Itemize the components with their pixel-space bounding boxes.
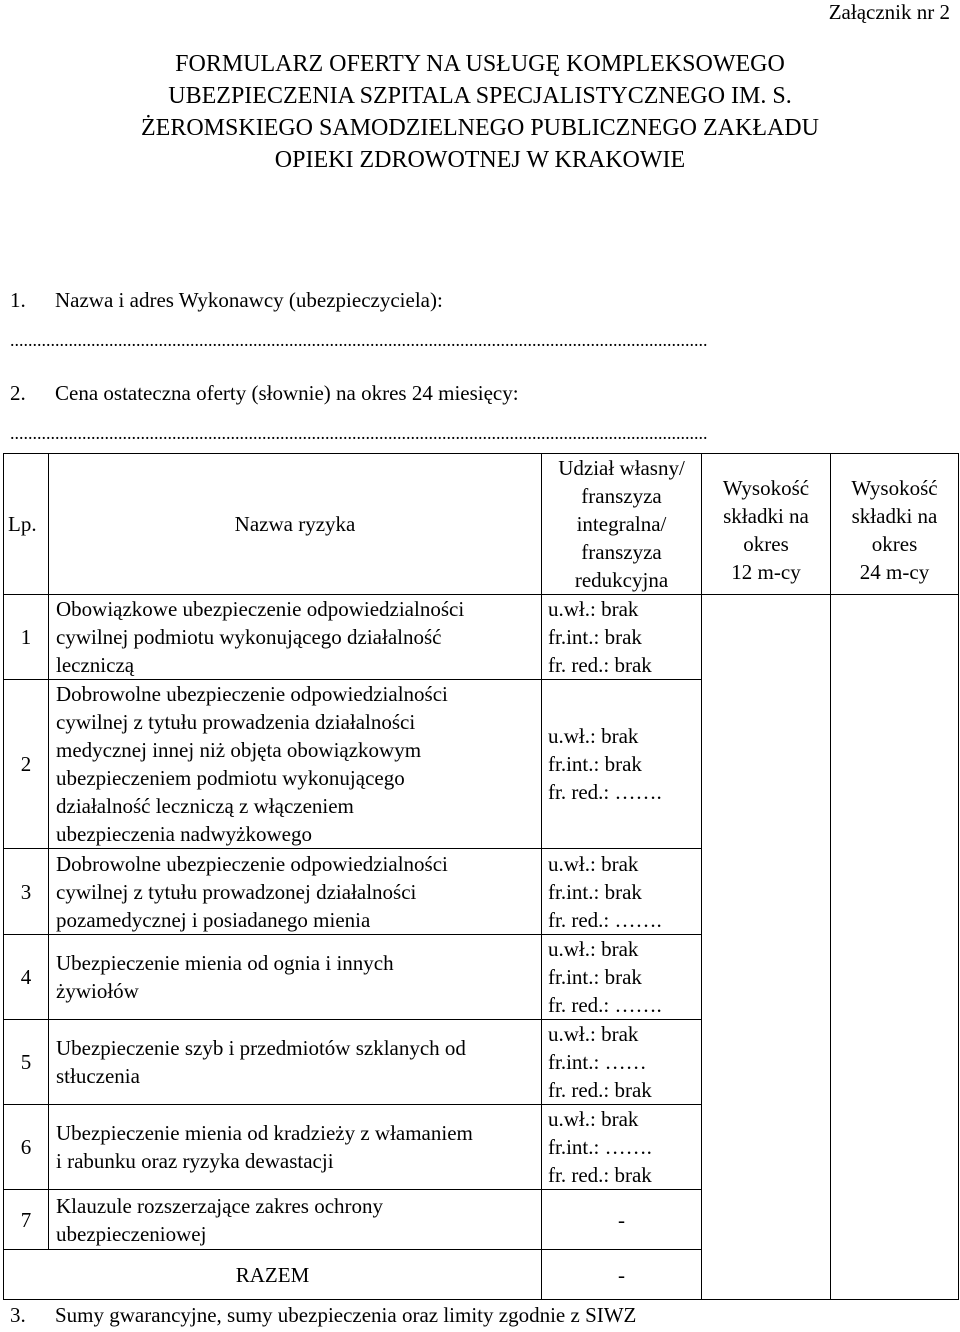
header-line: 24 m-cy <box>859 560 930 584</box>
header-line: franszyza <box>581 484 662 508</box>
header-line: franszyza <box>581 540 662 564</box>
header-line: składki na <box>851 504 938 528</box>
risk-line: żywiołów <box>56 979 139 1003</box>
risk-line: stłuczenia <box>56 1064 140 1088</box>
risk-line: Ubezpieczenie mienia od kradzieży z włamaniem <box>56 1121 473 1145</box>
table-row <box>4 595 959 680</box>
item-number: 2. <box>10 381 26 405</box>
document-title <box>0 48 960 176</box>
risk-line: cywilnej z tytułu prowadzenia działalności <box>56 710 416 734</box>
row-number: 3 <box>4 849 49 935</box>
risk-line: ubezpieczenia nadwyżkowego <box>56 822 312 846</box>
item-final-price <box>10 381 519 406</box>
title-line: ŻEROMSKIEGO SAMODZIELNEGO PUBLICZNEGO ZAKŁADU <box>141 115 819 141</box>
deductible-cell <box>542 1105 702 1190</box>
table-header-row <box>4 454 959 595</box>
deductible-line: fr. red.: brak <box>548 1078 652 1102</box>
row-number: 4 <box>4 935 49 1020</box>
header-line: składki na <box>723 504 809 528</box>
deductible-line: fr.int.: brak <box>548 965 642 989</box>
risk-line: Ubezpieczenie mienia od ognia i innych <box>56 951 394 975</box>
item-number: 1. <box>10 288 26 312</box>
deductible-cell <box>542 1020 702 1105</box>
deductible-cell: - <box>542 1190 702 1250</box>
risk-name <box>49 1190 542 1250</box>
risk-line: leczniczą <box>56 653 135 677</box>
deductible-cell <box>542 595 702 680</box>
deductible-cell <box>542 849 702 935</box>
risk-line: Obowiązkowe ubezpieczenie odpowiedzialności <box>56 597 465 621</box>
header-line: 12 m-cy <box>731 560 801 584</box>
row-number: 5 <box>4 1020 49 1105</box>
item-number: 3. <box>10 1303 26 1327</box>
footer-item <box>10 1303 636 1328</box>
item-text: Cena ostateczna oferty (słownie) na okres 24 miesięcy: <box>55 381 519 405</box>
premium-12-cell[interactable] <box>702 595 831 1300</box>
item-contractor-name <box>10 288 443 313</box>
risk-line: cywilnej z tytułu prowadzonej działalności <box>56 879 417 904</box>
risk-line: Dobrowolne ubezpieczenie odpowiedzialności <box>56 851 448 876</box>
row-number: 7 <box>4 1190 49 1250</box>
offer-table <box>3 453 959 1300</box>
deductible-line: fr. red.: ……. <box>548 780 662 804</box>
row-number: 2 <box>4 680 49 849</box>
header-lp: Lp. <box>4 454 49 595</box>
total-label: RAZEM <box>4 1250 542 1300</box>
deductible-line: u.wł.: brak <box>548 1107 639 1131</box>
header-premium-24 <box>831 454 959 595</box>
header-line: Wysokość <box>722 476 810 500</box>
deductible-line: fr. red.: brak <box>548 653 652 677</box>
total-deductible: - <box>542 1250 702 1300</box>
header-line: redukcyjna <box>574 568 669 592</box>
deductible-line: fr.int.: …… <box>548 1050 647 1074</box>
risk-line: działalność leczniczą z włączeniem <box>56 794 354 818</box>
deductible-line: u.wł.: brak <box>548 597 639 621</box>
row-number: 1 <box>4 595 49 680</box>
header-risk-name: Nazwa ryzyka <box>49 454 542 595</box>
risk-name <box>49 1020 542 1105</box>
title-line: FORMULARZ OFERTY NA USŁUGĘ KOMPLEKSOWEGO <box>175 51 785 77</box>
risk-name <box>49 1105 542 1190</box>
deductible-cell <box>542 935 702 1020</box>
risk-line: Ubezpieczenie szyb i przedmiotów szklanych od <box>56 1036 466 1060</box>
risk-name <box>49 680 542 849</box>
header-line: okres <box>871 532 918 556</box>
header-line: Wysokość <box>851 476 938 500</box>
deductible-line: u.wł.: brak <box>548 724 639 748</box>
header-line: okres <box>743 532 789 556</box>
title-line: OPIEKI ZDROWOTNEJ W KRAKOWIE <box>274 147 686 173</box>
risk-line: ubezpieczeniem podmiotu wykonującego <box>56 766 405 790</box>
item-text: Nazwa i adres Wykonawcy (ubezpieczyciela): <box>55 288 443 312</box>
header-line: integralna/ <box>576 512 667 536</box>
risk-name <box>49 595 542 680</box>
deductible-line: fr. red.: ……. <box>548 907 662 932</box>
premium-24-cell[interactable] <box>831 595 959 1300</box>
risk-line: ubezpieczeniowej <box>56 1221 207 1246</box>
deductible-line: u.wł.: brak <box>548 937 639 961</box>
row-number: 6 <box>4 1105 49 1190</box>
risk-line: cywilnej podmiotu wykonującego działalność <box>56 625 442 649</box>
risk-line: i rabunku oraz ryzyka dewastacji <box>56 1149 334 1173</box>
risk-line: Dobrowolne ubezpieczenie odpowiedzialności <box>56 682 448 706</box>
header-premium-12 <box>702 454 831 595</box>
deductible-line: fr. red.: brak <box>548 1163 652 1187</box>
deductible-line: u.wł.: brak <box>548 851 639 876</box>
header-deductible <box>542 454 702 595</box>
attachment-label: Załącznik nr 2 <box>828 0 950 24</box>
fill-in-dots: ........................................................................................................................................................... <box>10 330 708 350</box>
risk-line: Klauzule rozszerzające zakres ochrony <box>56 1193 384 1218</box>
item-text: Sumy gwarancyjne, sumy ubezpieczenia oraz limity zgodnie z SIWZ <box>55 1303 637 1327</box>
deductible-line: fr.int.: ……. <box>548 1135 652 1159</box>
risk-name <box>49 849 542 935</box>
deductible-cell <box>542 680 702 849</box>
deductible-line: fr.int.: brak <box>548 752 642 776</box>
risk-name <box>49 935 542 1020</box>
risk-line: medycznej innej niż objęta obowiązkowym <box>56 738 422 762</box>
fill-in-dots: ........................................................................................................................................................... <box>10 423 708 443</box>
deductible-line: fr.int.: brak <box>548 625 642 649</box>
title-line: UBEZPIECZENIA SZPITALA SPECJALISTYCZNEGO IM. S. <box>168 83 792 109</box>
deductible-line: fr.int.: brak <box>548 879 642 904</box>
deductible-line: u.wł.: brak <box>548 1022 639 1046</box>
risk-line: pozamedycznej i posiadanego mienia <box>56 907 371 932</box>
deductible-line: fr. red.: ……. <box>548 993 662 1017</box>
header-line: Udział własny/ <box>558 456 685 480</box>
